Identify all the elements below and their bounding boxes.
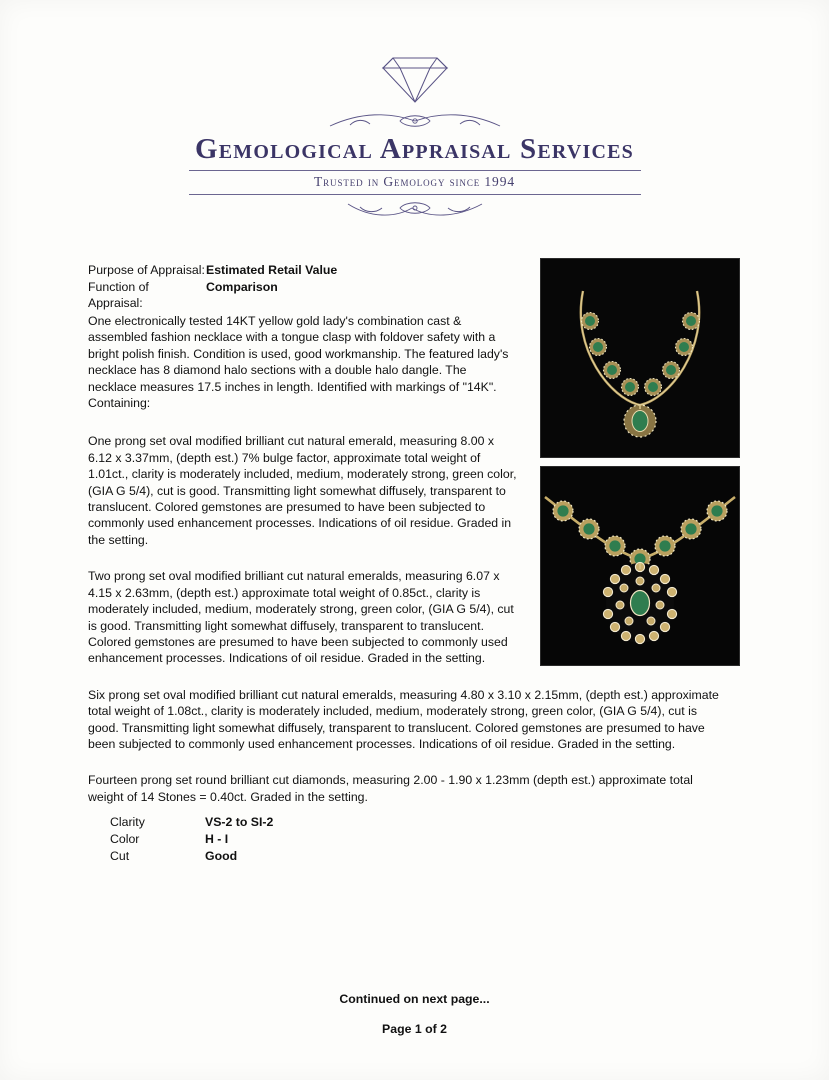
- footer-continued-note: Continued on next page...: [339, 992, 490, 1006]
- paragraph-emeralds-two: Two prong set oval modified brilliant cut natural emeralds, measuring 6.07 x 4.15 x 2.63mm, (depth est.) approximate total weight of 0.85ct., clarity is moderately included, medium, moderately strong, green color, (GIA G 5/4), cut is good. Transmitting light somewhat diffusely, transparent to translucent. Colored gemstones are presumed to have been subjected to commonly used enhancement processes. Indications of oil residue. Graded in the setting.: [88, 569, 514, 666]
- table-row: [110, 814, 273, 831]
- header-divider-top: [189, 170, 641, 171]
- necklace-illustration-closeup: [541, 467, 739, 665]
- purpose-row: [88, 262, 337, 279]
- purpose-label: Purpose of Appraisal:: [88, 263, 205, 277]
- grading-value-color: H - I: [205, 832, 229, 846]
- grading-key-cut: Cut: [110, 849, 130, 863]
- document-header: [0, 52, 829, 224]
- grading-key-clarity: Clarity: [110, 815, 145, 829]
- flourish-top-icon: [320, 110, 510, 132]
- grading-value-clarity: VS-2 to SI-2: [205, 815, 274, 829]
- grading-key-color: Color: [110, 832, 140, 846]
- grading-table: [110, 814, 273, 865]
- paragraph-necklace-description: One electronically tested 14KT yellow gold lady's combination cast & assembled fashion necklace with a tongue clasp with foldover safety with a bright polish finish. Condition is used, good workmanship. The featured lady's necklace has 8 diamond halo sections with a double halo dangle. The necklace measures 17.5 inches in length. Identified with markings of "14K". Containing:: [88, 314, 509, 411]
- header-divider-bottom: [189, 194, 641, 195]
- necklace-illustration-full: [541, 259, 739, 457]
- table-row: [110, 848, 273, 865]
- page-title: Gemological Appraisal Services: [195, 133, 634, 165]
- table-row: [110, 831, 273, 848]
- necklace-photo-closeup-pendant: [540, 466, 740, 666]
- flourish-bottom-icon: [340, 198, 490, 224]
- function-label: Function of Appraisal:: [88, 279, 149, 310]
- diamond-icon: [367, 52, 463, 104]
- function-value: Comparison: [206, 279, 278, 294]
- footer-page-number: Page 1 of 2: [382, 1022, 447, 1036]
- purpose-value: Estimated Retail Value: [206, 263, 338, 277]
- function-row: [88, 279, 337, 312]
- header-tagline: Trusted in Gemology since 1994: [314, 174, 515, 189]
- necklace-photo-full-view: [540, 258, 740, 458]
- paragraph-emerald-center: One prong set oval modified brilliant cut natural emerald, measuring 8.00 x 6.12 x 3.37mm, (depth est.) 7% bulge factor, approximate total weight of 1.01ct., clarity is moderately included, medium, moderately strong, green color, (GIA G 5/4), cut is good. Transmitting light somewhat diffusely, transparent to translucent. Colored gemstones are presumed to have been subjected to commonly used enhancement processes. Indications of oil residue. Graded in the setting.: [88, 434, 517, 547]
- paragraph-diamonds: Fourteen prong set round brilliant cut diamonds, measuring 2.00 - 1.90 x 1.23mm (depth est.) approximate total weight of 14 Stones = 0.40ct. Graded in the setting.: [88, 773, 693, 804]
- paragraph-emeralds-six: Six prong set oval modified brilliant cut natural emeralds, measuring 4.80 x 3.10 x 2.15mm, (depth est.) approximate total weight of 1.08ct., clarity is moderately included, medium, moderately strong, green color, (GIA G 5/4), cut is good. Transmitting light somewhat diffusely, transparent to translucent. Colored gemstones are presumed to have been subjected to commonly used enhancement processes. Indications of oil residue. Graded in the setting.: [88, 687, 719, 751]
- purpose-block: [88, 262, 337, 312]
- grading-value-cut: Good: [205, 849, 238, 863]
